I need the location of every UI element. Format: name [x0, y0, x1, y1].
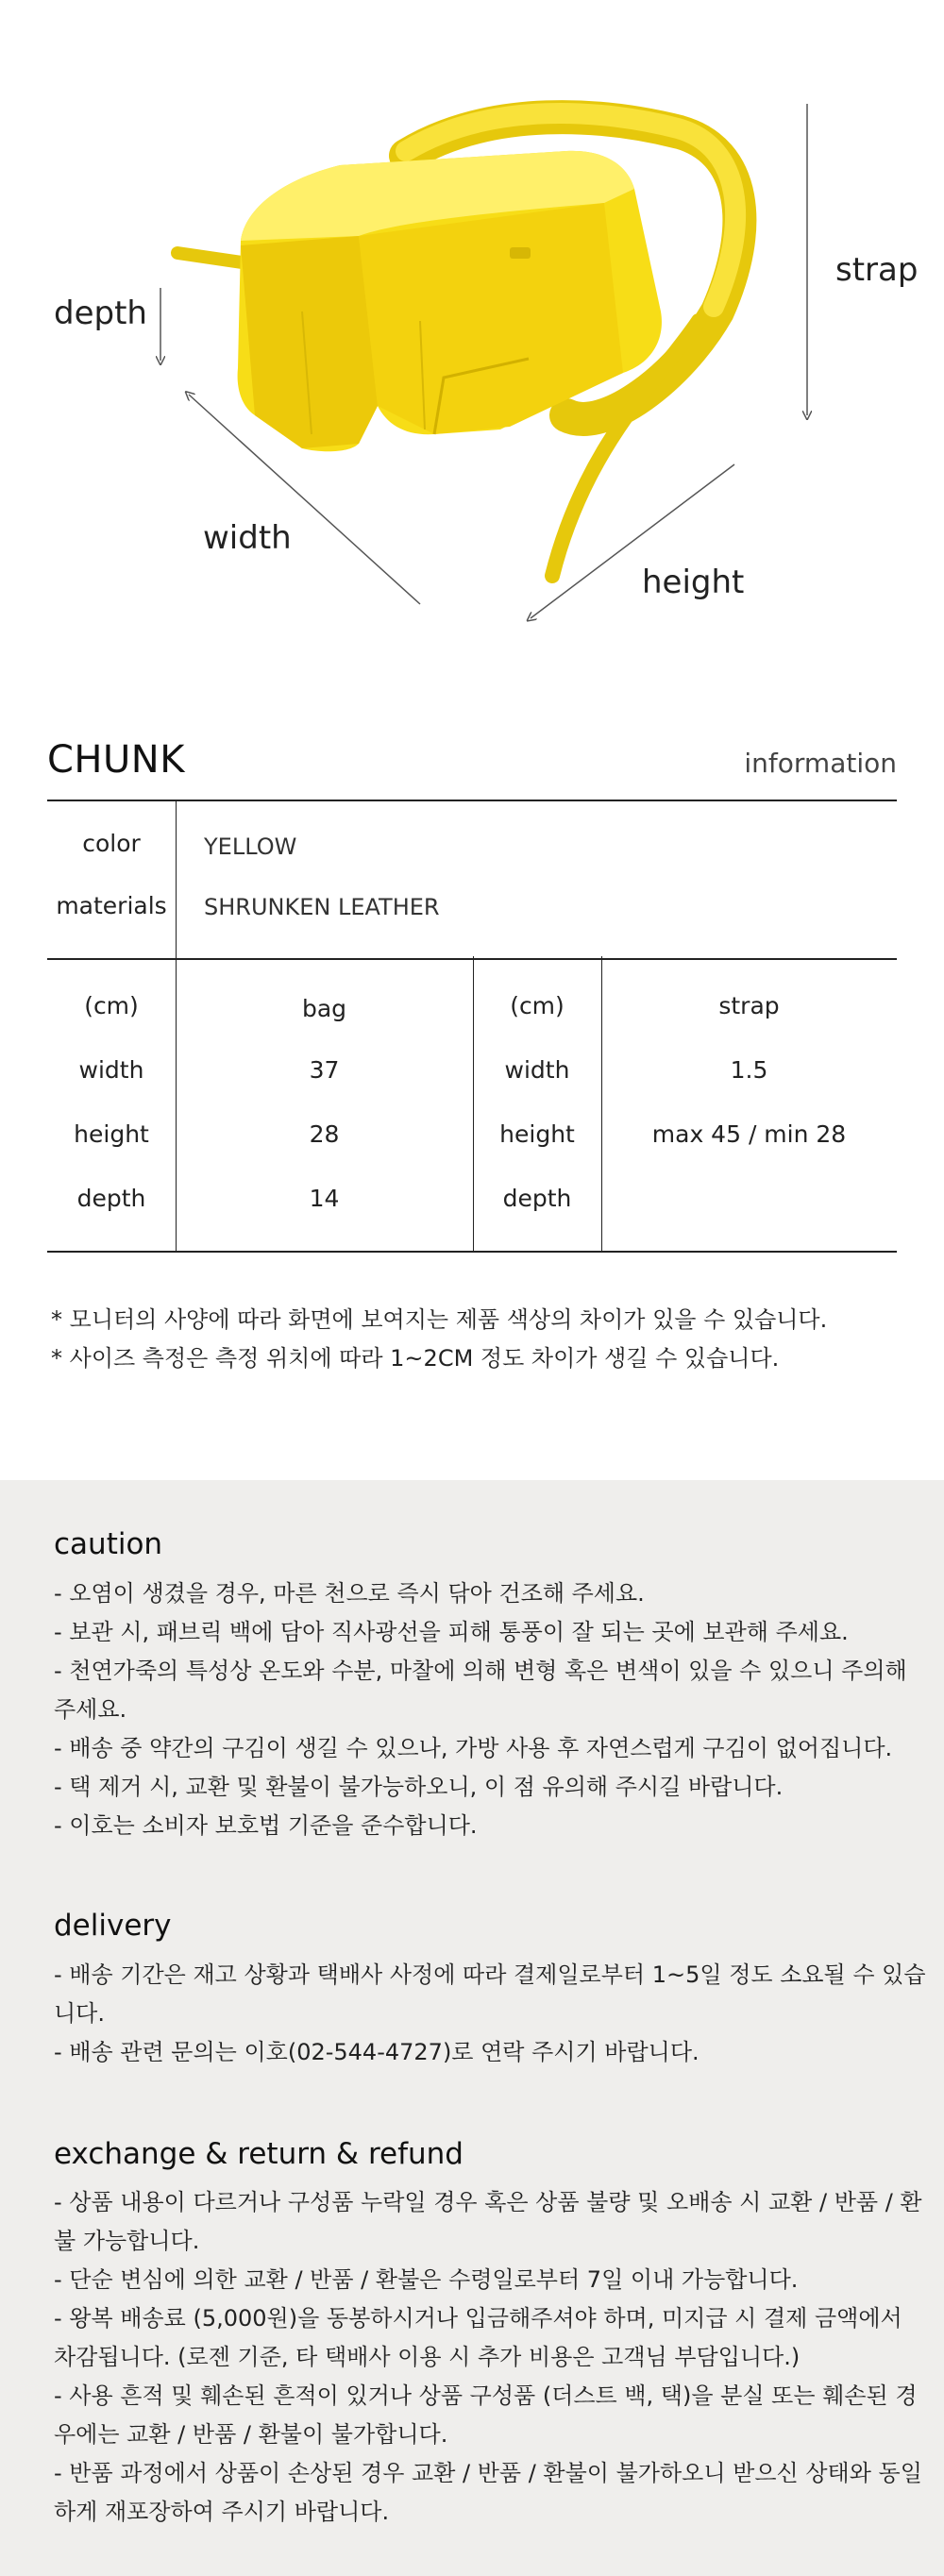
exchange-body [54, 2183, 922, 2532]
row-label-depth: depth [502, 1185, 572, 1212]
row-label-width: width [504, 1056, 570, 1084]
bag-depth-value: 14 [309, 1185, 340, 1212]
width-label: width [203, 519, 292, 557]
size-table [47, 956, 897, 1253]
height-label: height [642, 564, 745, 601]
note-line: * 모니터의 사양에 따라 화면에 보여지는 제품 색상의 차이가 있을 수 있습니다. [51, 1306, 828, 1333]
bag-header: bag [301, 995, 347, 1022]
strap-height-value: max 45 / min 28 [651, 1120, 847, 1148]
materials-value: SHRUNKEN LEATHER [204, 894, 440, 920]
row-label-width: width [78, 1056, 144, 1084]
caution-line: - 이호는 소비자 보호법 기준을 준수합니다. [54, 1812, 478, 1839]
exchange-line: 우에는 교환 / 반품 / 환불이 불가합니다. [54, 2421, 448, 2448]
row-label-height: height [74, 1120, 149, 1148]
exchange-line: 차감됩니다. (로젠 기준, 타 택배사 이용 시 추가 비용은 고객님 부담입니다.) [54, 2344, 801, 2370]
caution-line: - 배송 중 약간의 구김이 생길 수 있으나, 가방 사용 후 자연스럽게 구김이 없어집니다. [54, 1735, 893, 1761]
exchange-line: - 단순 변심에 의한 교환 / 반품 / 환불은 수령일로부터 7일 이내 가능합니다. [54, 2266, 799, 2293]
caution-line: - 오염이 생겼을 경우, 마른 천으로 즉시 닦아 건조해 주세요. [54, 1580, 645, 1607]
bag-height-value: 28 [309, 1120, 340, 1148]
divider [176, 801, 177, 958]
unit-label: (cm) [510, 992, 565, 1019]
strap-width-value: 1.5 [730, 1056, 768, 1084]
row-label-depth: depth [76, 1185, 146, 1212]
color-value: YELLOW [204, 833, 297, 860]
exchange-line: 하게 재포장하여 주시기 바랍니다. [54, 2499, 390, 2525]
exchange-line: - 반품 과정에서 상품이 손상된 경우 교환 / 반품 / 환불이 불가하오니 받으신 상태와 동일 [54, 2460, 922, 2486]
delivery-title: delivery [54, 1909, 172, 1943]
bag-width-value: 37 [309, 1056, 340, 1084]
caution-body [54, 1574, 907, 1845]
caution-line: - 택 제거 시, 교환 및 환불이 불가능하오니, 이 점 유의해 주시길 바랍니다. [54, 1774, 784, 1800]
delivery-line: 니다. [54, 2000, 105, 2027]
info-heading: information [744, 748, 897, 779]
bag-dimension-illustration [0, 0, 944, 689]
exchange-title: exchange & return & refund [54, 2137, 464, 2171]
strap-header: strap [718, 992, 780, 1019]
caution-line: 주세요. [54, 1696, 127, 1723]
exchange-line: 불 가능합니다. [54, 2228, 200, 2254]
info-header [47, 736, 897, 783]
delivery-body [54, 1956, 926, 2072]
caution-title: caution [54, 1527, 163, 1561]
row-label-height: height [499, 1120, 575, 1148]
delivery-line: - 배송 기간은 재고 상황과 택배사 사정에 따라 결제일로부터 1~5일 정도 소요될 수 있습 [54, 1961, 926, 1988]
exchange-line: - 왕복 배송료 (5,000원)을 동봉하시거나 입금해주셔야 하며, 미지급 시 결제 금액에서 [54, 2305, 902, 2332]
caution-line: - 천연가죽의 특성상 온도와 수분, 마찰에 의해 변형 혹은 변색이 있을 수 있으니 주의해 [54, 1658, 907, 1684]
caution-line: - 보관 시, 패브릭 백에 담아 직사광선을 피해 통풍이 잘 되는 곳에 보관해 주세요. [54, 1619, 849, 1645]
product-hero [0, 0, 944, 689]
strap-label: strap [835, 251, 919, 289]
product-name: CHUNK [47, 738, 185, 782]
exchange-line: - 상품 내용이 다르거나 구성품 누락일 경우 혹은 상품 불량 및 오배송 시 교환 / 반품 / 환 [54, 2189, 922, 2215]
depth-label: depth [54, 295, 147, 332]
color-label: color [82, 830, 141, 857]
product-info-table [47, 800, 897, 960]
note-line: * 사이즈 측정은 측정 위치에 따라 1~2CM 정도 차이가 생길 수 있습니다. [51, 1345, 780, 1372]
exchange-line: - 사용 흔적 및 훼손된 흔적이 있거나 상품 구성품 (더스트 백, 택)을 분실 또는 훼손된 경 [54, 2382, 918, 2409]
delivery-line: - 배송 관련 문의는 이호(02-544-4727)로 연락 주시기 바랍니다. [54, 2039, 700, 2065]
materials-label: materials [56, 892, 167, 919]
unit-label: (cm) [84, 992, 139, 1019]
disclaimer-notes [51, 1301, 901, 1378]
